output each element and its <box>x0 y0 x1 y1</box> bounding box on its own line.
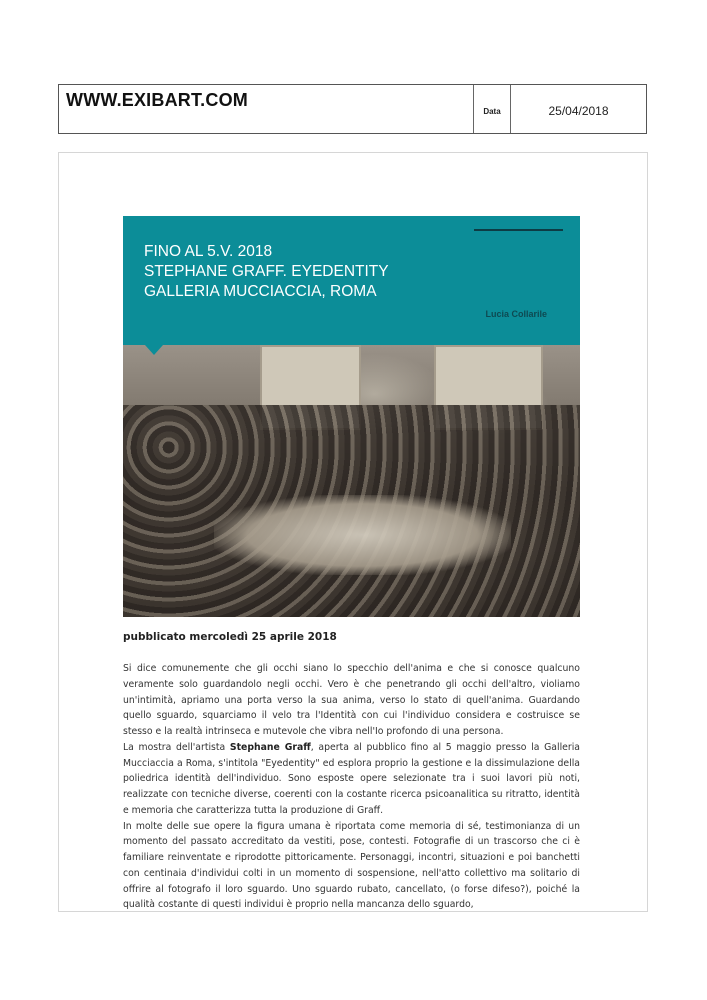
paragraph: In molte delle sue opere la figura umana è riportata come memoria di sé, testimonianza di un momento del passato accreditato da vestiti, pose, contesti. Fotografie di un trascorso che ci è familiare reinventate e riprodotte pittoricamente. Personaggi, incontri, situazioni e poi banchetti con centinaia d'individui colti in un momento di sospensione, nell'atto collettivo ma solitario di offrire al fotografo il loro sguardo. Uno sguardo rubato, cancellato, (o forse difeso?), poiché la qualità costante di questi individui è proprio nella mancanza dello sguardo, <box>123 820 580 911</box>
banner-rule <box>474 229 563 231</box>
article-photo <box>123 345 580 617</box>
paragraph <box>123 740 580 819</box>
site-name: WWW.EXIBART.COM <box>66 90 248 110</box>
date-value: 25/04/2018 <box>548 104 609 118</box>
title-line: STEPHANE GRAFF. EYEDENTITY <box>144 263 389 280</box>
press-header <box>58 84 647 134</box>
article-title <box>144 242 389 302</box>
article-banner <box>123 216 580 345</box>
article-author: Lucia Collarile <box>485 309 547 319</box>
paragraph-text: La mostra dell'artista <box>123 741 230 753</box>
banquet-tables <box>214 495 511 575</box>
paragraph-text: , aperta al pubblico fino al 5 maggio presso la Galleria Mucciaccia a Roma, s'intitola "Eyedentity" ed esplora proprio la gestione e la dissimulazione della poliedrica identità dell'individuo. Sono esposte opere selezionate tra i suoi lavori più noti, realizzate con tecniche diverse, coerenti con la costante ricerca psicoanalitica su ritratto, identità e memoria che caratterizza tutta la produzione di Graff. <box>123 741 580 816</box>
artist-name: Stephane Graff <box>229 741 311 753</box>
title-line: GALLERIA MUCCIACCIA, ROMA <box>144 283 377 300</box>
publication-date: pubblicato mercoledì 25 aprile 2018 <box>123 631 337 643</box>
paragraph: Si dice comunemente che gli occhi siano lo specchio dell'anima e che si conosce qualcuno veramente solo guardandolo negli occhi. Vero è che penetrando gli occhi dell'altro, violiamo un'intimità, apriamo una porta verso la sua anima, verso lo stato di quell'anima. Guardando quello sguardo, squarciamo il velo tra l'Identità con cui l'individuo considera e costruisce se stesso e la realtà intrinseca e mutevole che vibra nell'Io profondo di una persona. <box>123 663 580 737</box>
date-label: Data <box>483 107 501 116</box>
title-line: FINO AL 5.V. 2018 <box>144 243 273 260</box>
article-body <box>123 661 580 913</box>
banner-pointer <box>145 345 163 355</box>
